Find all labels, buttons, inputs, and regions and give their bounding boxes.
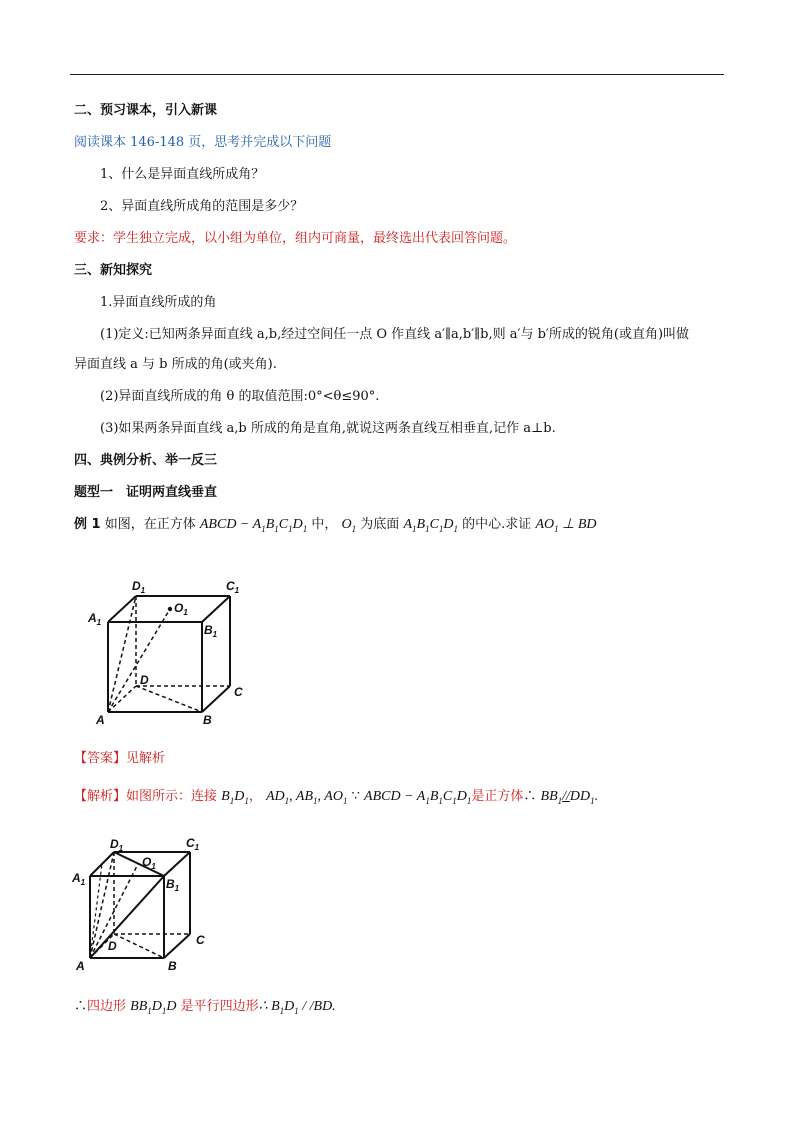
question-2: 2、异面直线所成角的范围是多少？ <box>100 199 304 214</box>
conclusion-line <box>74 998 336 1020</box>
definition-line-1: (1)定义:已知两条异面直线 a,b,经过空间任一点 O 作直线 a′∥a,b′∥b,则 a′与 b′所成的锐角(或直角)叫做 <box>100 327 690 342</box>
quadrilateral-name: $BB_1D_1D$ <box>130 999 177 1016</box>
cube-figure-2 <box>72 836 222 976</box>
fig1-label-b: B <box>203 713 212 727</box>
question-1: 1、什么是异面直线所成角？ <box>100 167 265 182</box>
example-text-3: 为底面 <box>360 517 400 532</box>
section-heading-examples: 四、典例分析、举一反三 <box>74 453 218 468</box>
fig2-label-d1: $D_1$ <box>110 837 124 853</box>
analysis-label: 【解析】 <box>74 789 127 804</box>
fig2-label-c1: $C_1$ <box>186 836 200 852</box>
fig1-label-c1: $C_1$ <box>226 579 240 595</box>
conclusion-result: ∴ $B_1D_1 / /BD$. <box>258 999 336 1016</box>
answer-label: 【答案】 <box>74 751 127 766</box>
fig1-label-c: C <box>234 685 243 699</box>
concept-title: 1.异面直线所成的角 <box>100 295 217 310</box>
fig1-label-d: D <box>140 673 149 687</box>
fig2-label-o1: $O_1$ <box>142 855 156 871</box>
conclusion-prefix: ∴ <box>74 999 88 1014</box>
section-heading-preview: 二、预习课本，引入新课 <box>74 103 218 118</box>
cube-figure-1 <box>86 574 256 732</box>
fig2-label-a: A <box>76 959 85 973</box>
cube-name-2: ABCD − $A_1B_1C_1D_1$ <box>364 789 472 806</box>
is-cube-text: 是正方体 <box>471 789 524 804</box>
fig2-label-b: B <box>168 959 177 973</box>
fig1-label-o1: $O_1$ <box>174 601 188 617</box>
example-text-4: 的中心.求证 <box>462 517 532 532</box>
example-text-2: 中， <box>311 517 338 532</box>
segment-b1d1: $B_1D_1$ <box>221 789 249 806</box>
reading-instruction: 阅读课本 146-148 页，思考并完成以下问题 <box>74 135 332 150</box>
section-heading-explore: 三、新知探究 <box>74 263 153 278</box>
point-o1: $O_1$ <box>341 517 357 534</box>
connected-segments: $AD_1$, $AB_1$, $AO_1$ <box>266 789 348 806</box>
problem-type-title: 题型一 证明两直线垂直 <box>74 485 218 500</box>
example-1-statement <box>74 516 596 538</box>
because-symbol: ∵ <box>351 789 360 804</box>
conclusion-text-2: 是平行四边形 <box>180 999 259 1014</box>
therefore-symbol: ∴ <box>523 789 537 804</box>
example-text-1: 如图，在正方体 <box>104 517 196 532</box>
claim: $AO_1$ ⊥ BD <box>535 517 597 534</box>
conclusion-text-1: 四边形 <box>87 999 127 1014</box>
cube-name: ABCD − $A_1B_1C_1D_1$ <box>199 517 308 534</box>
fig2-label-a1: $A_1$ <box>72 871 86 887</box>
header-rule <box>70 74 724 75</box>
requirement-text: 要求：学生独立完成，以小组为单位，组内可商量，最终选出代表回答问题。 <box>74 231 517 246</box>
fig1-label-a1: $A_1$ <box>88 611 102 627</box>
parallel-equal: $BB_1//DD_1$. <box>540 789 599 806</box>
answer-line <box>74 750 165 768</box>
answer-text: 见解析 <box>126 751 166 766</box>
example-label: 例 1 <box>74 517 101 532</box>
perpendicular-definition: (3)如果两条异面直线 a,b 所成的角是直角,就说这两条直线互相垂直,记作 a⊥b. <box>100 421 556 436</box>
fig2-label-c: C <box>196 933 205 947</box>
analysis-text-1: 如图所示：连接 <box>126 789 218 804</box>
fig2-label-d: D <box>108 939 117 953</box>
angle-range: (2)异面直线所成的角 θ 的取值范围:0°<θ≤90°. <box>100 389 380 404</box>
face-name: $A_1B_1C_1D_1$ <box>403 517 459 534</box>
fig1-label-a: A <box>96 713 105 727</box>
fig2-label-b1: $B_1$ <box>166 877 180 893</box>
definition-line-2: 异面直线 a 与 b 所成的角(或夹角). <box>74 357 277 372</box>
analysis-line: 【解析】如图所示：连接 $B_1D_1$， $AD_1$, $AB_1$, $AO_1$ ∵ ABCD − $A_1B_1C_1D_1$是正方体∴ $BB_1//DD_1$. <box>74 789 599 806</box>
fig1-label-d1: $D_1$ <box>132 579 146 595</box>
fig1-label-b1: $B_1$ <box>204 623 218 639</box>
